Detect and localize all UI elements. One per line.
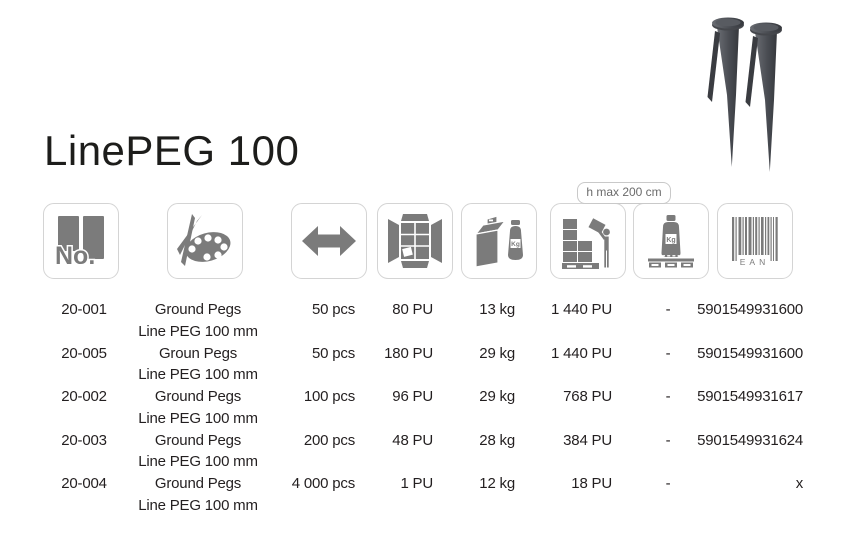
carton-weight: 29 kg [479, 344, 515, 362]
pieces-per-package: 100 pcs [303, 388, 355, 405]
pieces-per-package: 4 000 pcs [291, 475, 355, 492]
description-line2: Line PEG 100 mm [138, 496, 258, 514]
product-description [120, 430, 276, 473]
product-description [120, 386, 276, 429]
description-line1: Groun Pegs [158, 344, 238, 362]
packages-per-pallet: 1 440 PU [551, 301, 612, 318]
pieces-per-package: 50 pcs [312, 344, 355, 362]
packages-per-carton: 96 PU [392, 388, 433, 405]
table-row [0, 430, 842, 474]
description-line2: Line PEG 100 mm [138, 453, 258, 470]
pallet-weight: - [665, 431, 671, 449]
pallet-weight: - [665, 344, 671, 362]
carton-weight: 13 kg [479, 301, 515, 318]
product-description [120, 473, 276, 516]
packages-per-carton: 180 PU [384, 344, 433, 362]
description-line1: Ground Pegs [154, 475, 242, 492]
ean-code: x [795, 475, 803, 492]
ean-code: 5901549931600 [697, 301, 803, 318]
table-row [0, 343, 842, 387]
packages-per-pallet: 1 440 PU [551, 344, 612, 362]
description-line2: Line PEG 100 mm [138, 366, 258, 383]
kg-label-pallet: Kg [666, 237, 676, 244]
catalog-number: 20-004 [61, 475, 107, 492]
ean-code: 5901549931624 [697, 431, 803, 449]
ean-code: 5901549931617 [697, 388, 803, 405]
description-line1: Ground Pegs [154, 388, 242, 405]
table-row [0, 386, 842, 430]
pallet-weight: - [665, 388, 671, 405]
packages-per-carton: 80 PU [392, 301, 433, 318]
catalog-number: 20-001 [61, 301, 107, 318]
page-title: LinePEG 100 [44, 127, 300, 174]
kg-label-carton: Kg [511, 241, 520, 248]
catalog-number: 20-005 [61, 344, 107, 362]
packages-per-pallet: 768 PU [563, 388, 612, 405]
pieces-per-package: 200 pcs [303, 431, 355, 449]
pallet-height-note: h max 200 cm [577, 182, 671, 204]
carton-weight: 28 kg [479, 431, 515, 449]
no-label: No. [55, 242, 96, 269]
description-line1: Ground Pegs [154, 431, 242, 449]
ean-code: 5901549931600 [697, 344, 803, 362]
product-description [120, 343, 276, 386]
packages-per-carton: 48 PU [392, 431, 433, 449]
table-row [0, 299, 842, 343]
pieces-per-package: 50 pcs [312, 301, 355, 318]
carton-weight: 29 kg [479, 388, 515, 405]
pallet-weight: - [665, 301, 671, 318]
description-line1: Ground Pegs [154, 301, 242, 318]
table-row [0, 473, 842, 517]
packages-per-pallet: 18 PU [571, 475, 612, 492]
description-line2: Line PEG 100 mm [138, 322, 258, 340]
catalog-number: 20-003 [61, 431, 107, 449]
product-description [120, 299, 276, 342]
description-line2: Line PEG 100 mm [138, 409, 258, 427]
pallet-weight: - [665, 475, 671, 492]
packages-per-pallet: 384 PU [563, 431, 612, 449]
ean-label: EAN [739, 257, 770, 267]
packages-per-carton: 1 PU [400, 475, 433, 492]
catalog-number: 20-002 [61, 388, 107, 405]
carton-weight: 12 kg [479, 475, 515, 492]
